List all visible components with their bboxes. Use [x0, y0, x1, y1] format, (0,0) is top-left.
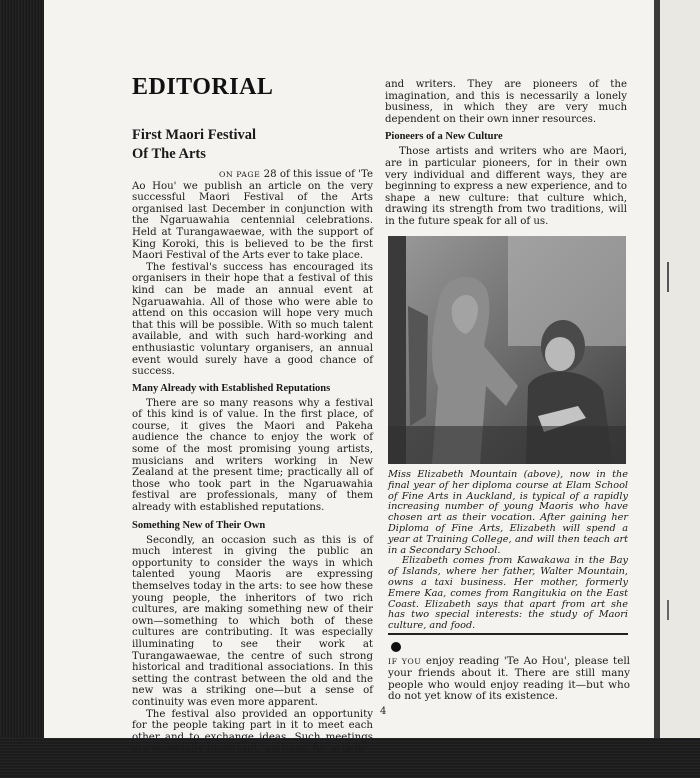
article-title [132, 126, 373, 164]
edge-mark [667, 600, 669, 620]
scan-left-edge [0, 0, 44, 778]
photograph-elizabeth-mountain [388, 236, 626, 464]
article-title-line2: Of The Arts [132, 146, 206, 162]
reader-note-text: IF YOU enjoy reading 'Te Ao Hou', please tell your friends about it. There are still many people who would enjoy reading it—but who do not yet know of its existence. [388, 655, 630, 703]
paragraph: and writers. They are pioneers of the imagination, and this is necessarily a lonely business, in which they are very much dependent on their own inner resources. [385, 79, 627, 125]
paragraph: Secondly, an occasion such as this is of much interest in giving the public an opportunity to consider the ways in which talented young Maoris are expressing themselves today in the arts: to see how these young people, the inheritors of two rich cultures, are making something new of their own—something to which both of these cultures are contributing. It was especially illuminating to see their work at Turangawaewae, the centre of such strong historical and traditional associations. In this setting the contrast between the old and the new was a striking one—but a sense of continuity was even more apparent. [132, 534, 373, 708]
paragraph: Those artists and writers who are Maori, are in particular pioneers, for in their own very individual and different ways, they are beginning to express a new experience, and to shape a new culture: that culture which, drawing its strength from two traditions, will in the future speak for all of us. [385, 146, 627, 227]
smallcaps-lead: ON PAGE [219, 170, 261, 179]
photo-caption [388, 470, 628, 632]
right-column [385, 79, 627, 228]
caption-paragraph: Miss Elizabeth Mountain (above), now in the final year of her diploma course at Elam School of Fine Arts in Auckland, is typical of a rapidly increasing number of young Maoris who have chosen art as their vocation. After gaining her Diploma of Fine Arts, Elizabeth will spend a year at Training College, and will then teach art in a Secondary School. [388, 469, 628, 556]
smallcaps-lead: IF YOU [388, 657, 422, 666]
caption-paragraph: Elizabeth comes from Kawakawa in the Bay of Islands, where her father, Walter Mountain, owns a taxi business. Her mother, formerly Emere Kaa, comes from Rangitukia on the East Coast. Elizabeth says that apart from art she has two special interests: the study of Maori culture, and food. [388, 555, 628, 632]
paragraph: The festival's success has encouraged its organisers in their hope that a festival of this kind can be made an annual event at Ngaruawahia. All of those who were able to attend on this occasion will hope very much that this will be possible. With so much talent available, and with such hard-working and enthusiastic voluntary organisers, an annual event would surely have a good chance of success. [132, 261, 373, 378]
subheading: Pioneers of a New Culture [385, 131, 503, 143]
paragraph: The festival also provided an opportunity for the people taking part in it to meet each other and to exchange ideas. Such meetings are especially important, perhaps, for artists [132, 708, 373, 755]
subheading: Many Already with Established Reputations [132, 382, 331, 394]
subheading: Something New of Their Own [132, 519, 266, 531]
paragraph: There are so many reasons why a festival of this kind is of value. In the first place, of course, it gives the Maori and Pakeha audience the chance to enjoy the work of some of the most promising young artists, musicians and writers working in New Zealand at the present time; practically all of those who took part in the Ngaruawahia festival are professionals, many of them already with established reputations. [132, 397, 373, 514]
reader-note [388, 656, 630, 703]
page-number: 4 [380, 706, 387, 717]
editorial-heading: EDITORIAL [132, 74, 274, 100]
photo-illustration [388, 236, 626, 464]
adjacent-page-edge [660, 0, 700, 740]
left-column [132, 126, 373, 755]
article-title-line1: First Maori Festival [132, 127, 257, 143]
divider-rule [388, 633, 628, 635]
paragraph: ON PAGE 28 of this issue of 'Te Ao Hou' we publish an article on the very successful Maori Festival of the Arts organised last December in conjunction with the Ngaruawahia centennial celebrations. Held at Turangawaewae, with the support of King Koroki, this is believed to be the first Maori Festival of the Arts ever to take place. [132, 169, 373, 262]
edge-mark [667, 262, 669, 292]
bullet-icon [391, 642, 401, 652]
